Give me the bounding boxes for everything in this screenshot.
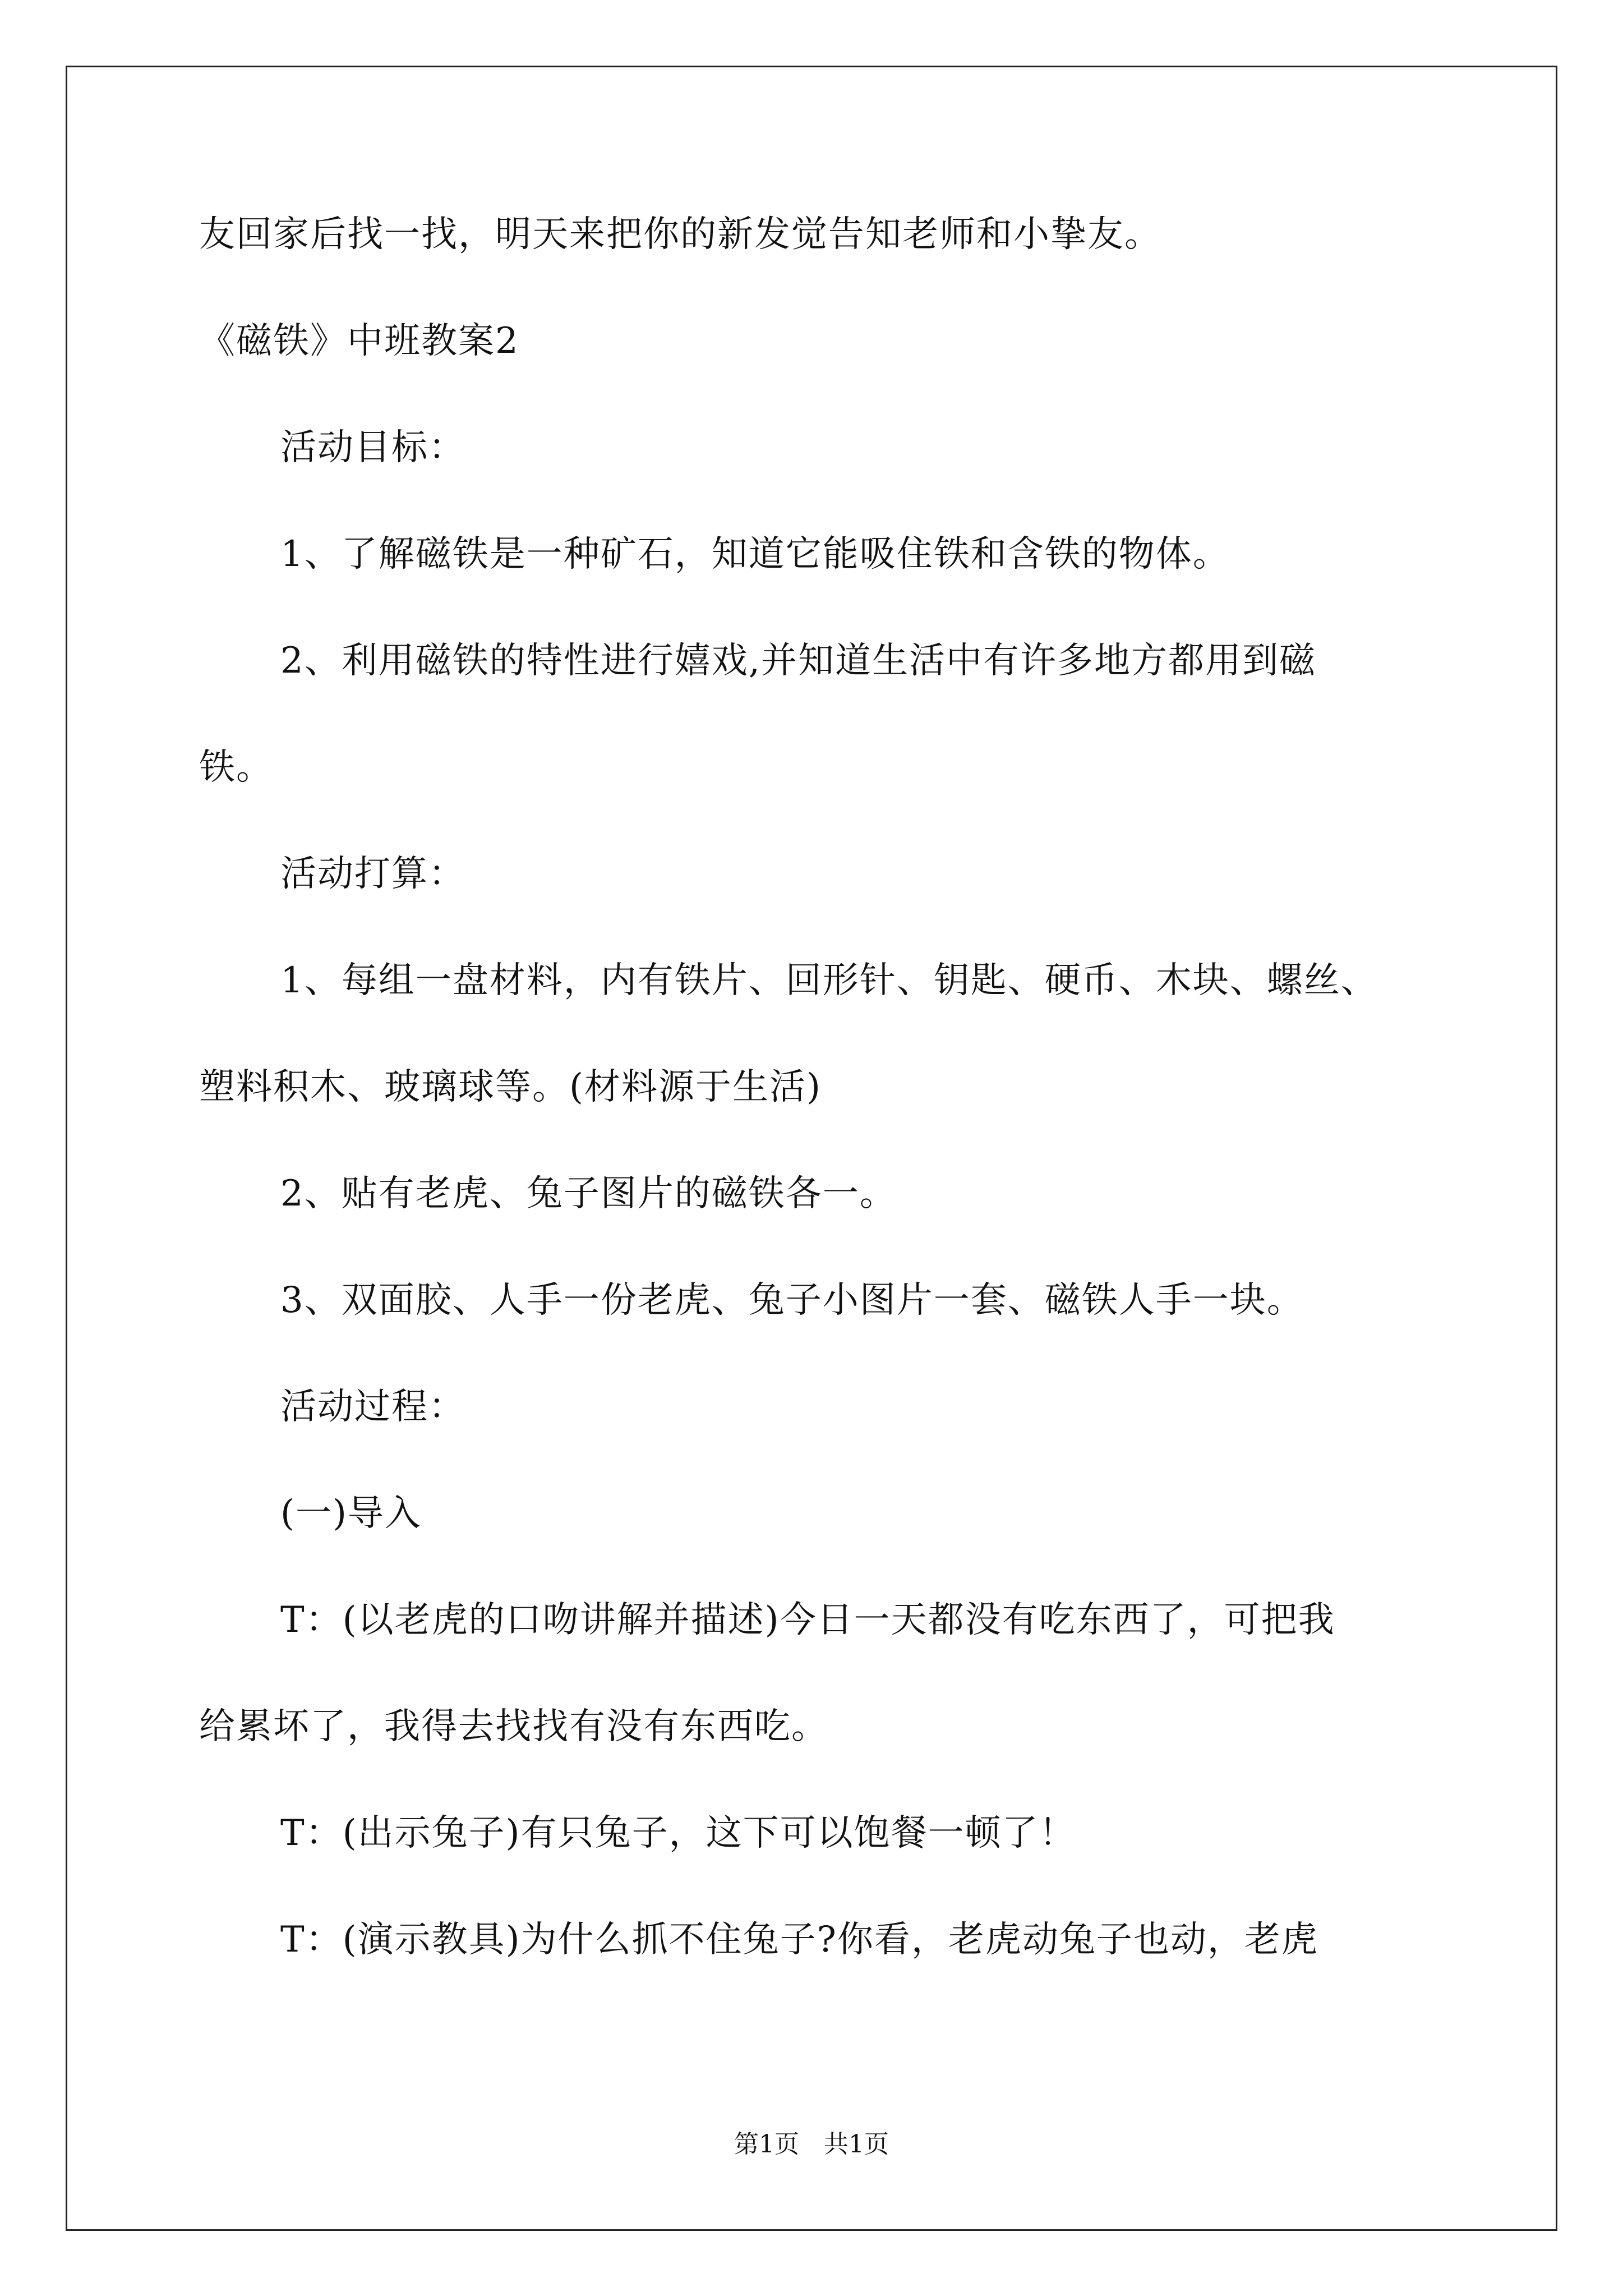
text-line-1: 友回家后找一找，明天来把你的新发觉告知老师和小挚友。	[199, 214, 1161, 255]
text-line-6: 铁。	[199, 747, 273, 788]
subheading-process: 活动过程：	[280, 1386, 465, 1428]
text-line-13: (一)导入	[280, 1493, 422, 1534]
text-line-15: 给累坏了，我得去找找有没有东西吃。	[199, 1706, 828, 1747]
text-line-14: T：(以老虎的口吻讲解并描述)今日一天都没有吃东西了，可把我	[280, 1599, 1335, 1641]
section-heading: 《磁铁》中班教案2	[199, 320, 519, 362]
subheading-goals: 活动目标：	[280, 427, 465, 468]
subheading-prep: 活动打算：	[280, 853, 465, 895]
text-line-11: 3、双面胶、人手一份老虎、兔子小图片一套、磁铁人手一块。	[280, 1280, 1304, 1321]
text-line-8: 1、每组一盘材料，内有铁片、回形针、钥匙、硬币、木块、螺丝、	[280, 960, 1378, 1001]
page-number: 第1页	[734, 2130, 799, 2159]
page-footer	[0, 2129, 1623, 2160]
page-border	[66, 66, 1557, 2231]
text-line-16: T：(出示兔子)有只兔子，这下可以饱餐一顿了！	[280, 1812, 1076, 1854]
text-line-10: 2、贴有老虎、兔子图片的磁铁各一。	[280, 1173, 897, 1214]
text-line-4: 1、了解磁铁是一种矿石，知道它能吸住铁和含铁的物体。	[280, 533, 1230, 575]
text-line-17: T：(演示教具)为什么抓不住兔子?你看，老虎动兔子也动，老虎	[280, 1919, 1318, 1961]
text-line-5: 2、利用磁铁的特性进行嬉戏,并知道生活中有许多地方都用到磁	[280, 640, 1317, 682]
page-total: 共1页	[824, 2130, 889, 2159]
text-line-9: 塑料积木、玻璃球等。(材料源于生活)	[199, 1066, 822, 1108]
